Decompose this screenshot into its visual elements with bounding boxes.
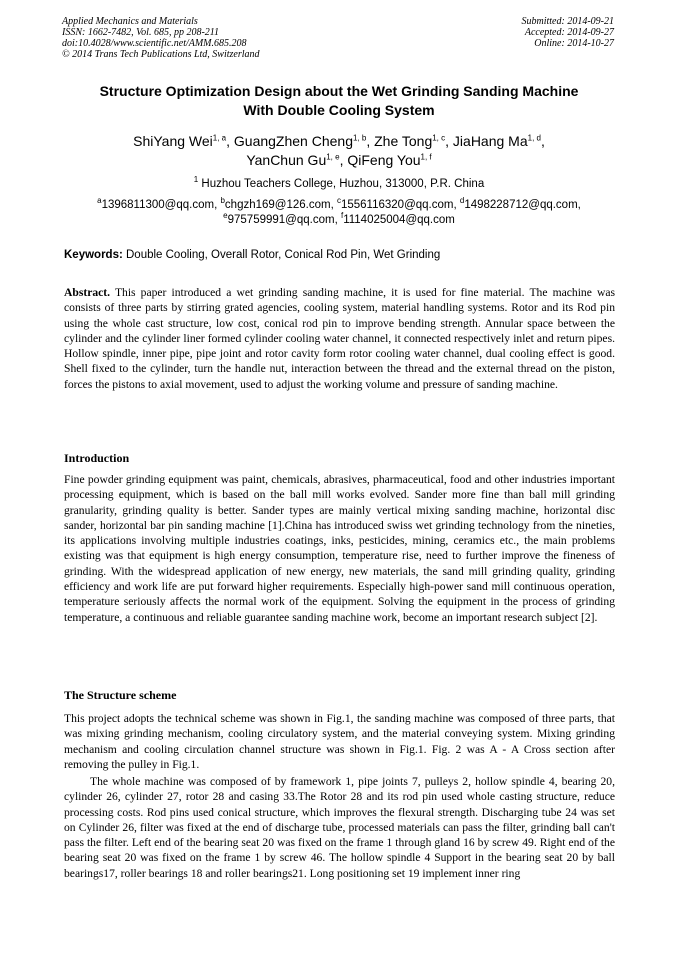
paper-title-line-1: Structure Optimization Design about the Wet Grinding Sanding Machine [99,83,579,99]
author-name: QiFeng You [347,152,421,168]
email-marker: f [340,211,344,221]
abstract-text: This paper introduced a wet grinding sanding machine, it is used for fine material. The machine was consists of three parts by stirring grated agencies, cooling system, material handling systems. Rotor and its Rod pin using the whole cast structure, low cost, conical rod pin to improve bending strength. Annular space between the cylinder and the cylinder liner formed cylinder cooling water channel, it connected respectively inlet and return pipes. Hollow spindle, inner pipe, pipe joint and rotor cavity form rotor cooling water channel, dual cooling effect is good. Shell fixed to the cylinder, turn the handle nut, interaction between the thread and the external thread on the piston, forces the pistons to axial movement, used to adjust the working volume and pressure of sanding machine. [64,286,615,391]
structure-paragraph-2: The whole machine was composed of by framework 1, pipe joints 7, pulleys 2, hollow spindle 4, bearing 20, cylinder 26, cylinder 27, rotor 28 and casing 33.The Rotor 28 and its rod pin used whole casting structure, reduce processing costs. Rod pins used conical structure, which improves the flexural strength. Discharging tube 24 was set on Cylinder 26, filter was fixed at the end of discharge tube, processed materials can pass the filter, grinding ball can't pass the filter. Left end of the bearing seat 20 was fixed on the frame 1 through gland 16 by screw 49. Right end of the bearing seat 20 was fixed on the frame 1 by screw 46. The hollow spindle 4 Support in the bearing seat 20 by ball bearings17, roller bearings 18 and roller bearings21. Long positioning set 19 implement inner ring [64,775,615,880]
author-line-2 [40,151,638,170]
submitted-date: Submitted: 2014-09-21 [521,16,614,27]
author-name: YanChun Gu [246,152,327,168]
journal-copyright: © 2014 Trans Tech Publications Ltd, Switzerland [62,49,260,60]
journal-issn: ISSN: 1662-7482, Vol. 685, pp 208-211 [62,27,220,38]
journal-header-left [62,16,260,60]
affiliation [40,177,638,191]
email-sep: , [334,214,341,226]
abstract [64,285,615,392]
email-marker: b [220,196,225,206]
email-sep: , [453,199,460,211]
author-affil: 1, b [352,133,367,143]
email-sep: , [330,199,337,211]
affiliation-number: 1 [193,175,199,185]
email-line-1 [40,198,638,213]
author-affil: 1, a [212,133,227,143]
email-address[interactable]: chgzh169@126.com [224,199,331,211]
keywords [64,248,624,263]
email-marker: d [459,196,465,206]
email-marker: a [97,196,102,206]
online-date: Online: 2014-10-27 [534,38,614,49]
affiliation-text: Huzhou Teachers College, Huzhou, 313000, P.R. China [198,178,485,190]
email-sep: , [577,199,581,211]
author-affil: 1, f [420,152,432,162]
author-name: Zhe Tong [374,133,433,149]
email-marker: c [336,196,341,206]
author-affil: 1, c [432,133,446,143]
author-sep: , [540,133,545,149]
author-affil: 1, e [326,152,340,162]
journal-header-right [522,16,615,49]
email-marker: e [223,211,228,221]
paper-title-line-2: With Double Cooling System [243,102,435,118]
author-name: JiaHang Ma [452,133,528,149]
author-line-1 [40,132,638,151]
keywords-text: Double Cooling, Overall Rotor, Conical Rod Pin, Wet Grinding [122,249,441,261]
email-line-2 [40,213,638,228]
author-list [40,132,638,170]
email-address[interactable]: 1556116320@qq.com [340,199,454,211]
email-list [40,198,638,228]
accepted-date: Accepted: 2014-09-27 [524,27,614,38]
introduction-paragraph: Fine powder grinding equipment was paint, chemicals, abrasives, pharmaceutical, food and other industries important processing equipment, which is based on the ball mill works evolved. Sander more fine than ball mill grinding granularity, grinding quality is better. Sander types are mainly vertical mixing sanding machine, horizontal disc sander, horizontal bar pin sanding machine [1].China has introduced swiss wet grinding technology from the nineties, its applications involving multiple industries coatings, inks, pesticides, mining, ceramics etc., the main problems existing was that equipment is high energy consumption, temperature rise, need to further improve the fineness of grinding. With the widespread application of new energy, new materials, the sand mill grinding quality, grinding efficiency and work life are put forward higher requirements. Especially high-power sand mill continuous operation, temperature seriously affects the normal work of the equipment. Solving the equipment in the process of grinding temperature, a continuous and reliable guarantee sanding machine work, become an important research subject [2]. [64,473,615,624]
email-address[interactable]: 1114025004@qq.com [343,214,455,226]
email-sep: , [214,199,221,211]
abstract-label: Abstract. [64,286,111,299]
journal-doi: doi:10.4028/www.scientific.net/AMM.685.208 [62,38,247,49]
author-sep: , [226,133,234,149]
email-address[interactable]: 1498228712@qq.com [464,199,578,211]
author-affil: 1, d [527,133,541,143]
structure-paragraph-1: This project adopts the technical scheme was shown in Fig.1, the sanding machine was composed of three parts, that was mixing grinding mechanism, cooling circulatory system, and the material conveying system. Mixing grinding mechanism and cooling circulation channel structure was shown in Fig.1. Fig. 2 was A - A Cross section after removing the pulley in Fig.1. [64,712,615,771]
author-name: GuangZhen Cheng [233,133,353,149]
introduction-heading: Introduction [64,451,130,465]
email-address[interactable]: 975759991@qq.com [227,214,335,226]
author-sep: , [339,152,348,168]
structure-heading: The Structure scheme [64,688,177,702]
paper-title [40,82,638,120]
email-address[interactable]: 1396811300@qq.com [101,199,215,211]
journal-name: Applied Mechanics and Materials [62,16,198,27]
author-name: ShiYang Wei [133,133,213,149]
author-sep: , [445,133,453,149]
keywords-label: Keywords: [64,249,123,261]
author-sep: , [366,133,375,149]
